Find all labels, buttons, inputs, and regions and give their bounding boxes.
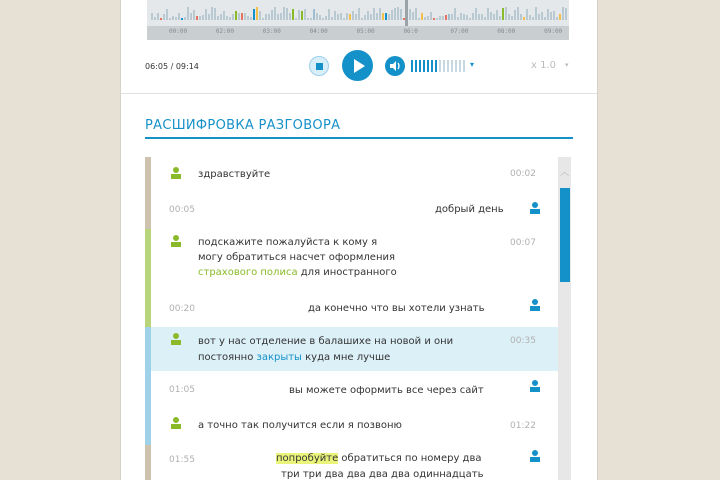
message-time[interactable]: 01:05: [169, 385, 195, 395]
waveform-bar: [187, 7, 189, 20]
waveform-bar: [562, 7, 564, 20]
client-person-icon: [169, 234, 183, 248]
volume-level-bar: [463, 60, 465, 72]
waveform-bar: [364, 15, 366, 20]
waveform-bar: [412, 12, 414, 20]
waveform-bar: [256, 7, 258, 20]
message-text-line-2: три три два два два два одиннадцать: [281, 469, 484, 480]
volume-level-bar: [451, 60, 453, 72]
waveform-bar: [376, 13, 378, 20]
volume-level-bar: [447, 60, 449, 72]
waveform-bar: [481, 14, 483, 20]
timeline-tick: 08:00: [497, 28, 516, 35]
waveform-bar: [388, 14, 390, 20]
message-text: добрый день: [435, 204, 504, 215]
timeline-ruler[interactable]: [147, 26, 569, 40]
timeline-tick: 06:0: [403, 28, 418, 35]
waveform-bar: [157, 13, 159, 20]
message-text-line-1: [276, 451, 481, 466]
volume-button[interactable]: [385, 56, 405, 76]
waveform-bar: [433, 18, 435, 20]
waveform-bar: [163, 14, 165, 20]
transcript-message-operator[interactable]: [145, 197, 568, 229]
transcript-message-client[interactable]: [145, 411, 568, 445]
waveform-bar: [442, 16, 444, 20]
keyword-highlight[interactable]: закрыты: [256, 352, 302, 363]
speaker-stripe: [145, 411, 151, 445]
waveform-bar: [397, 7, 399, 20]
waveform-bar: [232, 14, 234, 20]
waveform-bar: [391, 10, 393, 20]
speaker-stripe: [145, 327, 151, 371]
waveform-bar: [346, 13, 348, 20]
waveform-bar: [208, 14, 210, 20]
waveform-bar: [301, 11, 303, 20]
waveform-bar: [178, 13, 180, 20]
waveform-bar: [508, 14, 510, 20]
waveform-bar: [166, 9, 168, 20]
timeline-tick: 02:00: [215, 28, 234, 35]
volume-level-bar: [439, 60, 441, 72]
client-person-icon: [169, 166, 183, 180]
message-text-fragment: постоянно: [198, 352, 257, 363]
waveform-bar: [331, 17, 333, 20]
operator-person-icon: [528, 449, 542, 463]
transcript-list[interactable]: [145, 157, 568, 480]
waveform-bar: [487, 8, 489, 20]
waveform-bar: [229, 17, 231, 20]
volume-level-bar: [415, 60, 417, 72]
waveform-bar: [223, 11, 225, 20]
player-panel: [120, 0, 598, 480]
waveform-bar: [154, 17, 156, 20]
waveform-bar: [520, 14, 522, 20]
waveform-bar: [466, 15, 468, 20]
waveform-bar: [550, 12, 552, 20]
speaker-stripe: [145, 289, 151, 327]
waveform-bar: [553, 11, 555, 20]
waveform-bar: [340, 13, 342, 20]
message-time[interactable]: 00:05: [169, 205, 195, 215]
waveform-bar: [418, 18, 420, 20]
waveform-bar: [241, 13, 243, 20]
waveform-bar: [226, 16, 228, 20]
volume-level-bar: [443, 60, 445, 72]
waveform-bar: [565, 8, 567, 20]
waveform-bar: [202, 15, 204, 20]
waveform-bar: [268, 14, 270, 20]
waveform-bar: [529, 15, 531, 20]
waveform-bar: [517, 7, 519, 20]
waveform-bar: [394, 8, 396, 20]
waveform-bar: [478, 14, 480, 20]
volume-level-bar: [455, 60, 457, 72]
waveform-bar: [214, 8, 216, 20]
waveform-bar: [355, 14, 357, 20]
waveform-bar: [319, 15, 321, 20]
waveform-bar: [505, 7, 507, 20]
waveform-bar: [220, 14, 222, 20]
transcript-message-client-active[interactable]: [145, 327, 568, 371]
waveform-bar: [523, 17, 525, 20]
waveform-bar: [493, 14, 495, 20]
waveform-bar: [295, 18, 297, 20]
waveform-bar: [175, 17, 177, 20]
waveform-bar: [532, 17, 534, 20]
waveform-bar: [169, 18, 171, 20]
speaker-stripe: [145, 157, 151, 197]
waveform-bar: [430, 12, 432, 20]
message-time[interactable]: 00:20: [169, 304, 195, 314]
waveform-bar: [181, 18, 183, 20]
keyword-highlight[interactable]: попробуйте: [276, 453, 339, 464]
waveform-bar: [379, 8, 381, 20]
message-text: а точно так получится если я позвоню: [198, 420, 402, 431]
waveform-bar: [511, 16, 513, 20]
waveform-bar: [307, 18, 309, 20]
message-time[interactable]: 00:35: [510, 336, 536, 346]
message-text: вы можете оформить все через сайт: [289, 385, 484, 396]
message-text: да конечно что вы хотели узнать: [308, 303, 485, 314]
waveform-bar: [292, 9, 294, 20]
waveform-bar: [526, 9, 528, 20]
volume-level-bar: [419, 60, 421, 72]
waveform-bar: [370, 14, 372, 20]
waveform-bar: [439, 16, 441, 20]
timeline-tick: 09:00: [544, 28, 563, 35]
timeline-tick: 03:00: [262, 28, 281, 35]
transcript-message-operator[interactable]: [145, 371, 568, 411]
transcript-message-operator[interactable]: [145, 445, 568, 480]
waveform-bar: [556, 17, 558, 20]
client-person-icon: [169, 416, 183, 430]
waveform-bar: [328, 9, 330, 20]
waveform-bar: [313, 9, 315, 20]
divider: [121, 93, 597, 94]
message-time[interactable]: 01:55: [169, 455, 195, 465]
waveform-bar: [304, 9, 306, 20]
waveform-bar: [385, 13, 387, 20]
message-text-line-2: [198, 350, 390, 365]
waveform-bar: [250, 17, 252, 20]
waveform-bar: [427, 16, 429, 20]
waveform-bar: [424, 17, 426, 20]
speed-selector[interactable]: x 1.0: [531, 60, 556, 71]
waveform-bar: [343, 18, 345, 20]
timeline-tick: 07:00: [450, 28, 469, 35]
waveform-bar: [469, 18, 471, 20]
waveform-bar: [238, 13, 240, 20]
waveform-bar: [289, 13, 291, 20]
waveform-bar: [205, 9, 207, 20]
waveform-bar: [271, 10, 273, 20]
waveform-bar: [367, 11, 369, 20]
scroll-up-icon[interactable]: ︿: [560, 168, 570, 178]
waveform-bar: [352, 11, 354, 20]
keyword-highlight[interactable]: страхового полиса: [198, 267, 298, 278]
waveform-bar: [280, 13, 282, 20]
message-text-line-1: подскажите пожалуйста к кому я: [198, 237, 378, 248]
timeline-tick: 04:00: [309, 28, 328, 35]
waveform-bar: [421, 13, 423, 20]
operator-person-icon: [528, 201, 542, 215]
waveform-bar: [274, 7, 276, 20]
waveform-bar: [322, 18, 324, 20]
message-text-fragment: для иностранного: [297, 267, 397, 278]
waveform-bar: [373, 8, 375, 20]
timeline-tick: 00:00: [169, 28, 188, 35]
waveform-bar: [172, 16, 174, 20]
volume-slider[interactable]: [411, 60, 469, 72]
waveform-bar: [454, 8, 456, 20]
message-text-fragment: обратиться по номеру два: [338, 453, 482, 464]
waveform-bar: [538, 14, 540, 20]
waveform-bar: [184, 17, 186, 20]
operator-person-icon: [528, 379, 542, 393]
waveform-bar: [541, 12, 543, 20]
waveform-bar: [436, 18, 438, 20]
section-underline: [145, 137, 573, 139]
waveform-bar: [349, 14, 351, 20]
timeline-tick: 05:00: [356, 28, 375, 35]
time-readout: 06:05 / 09:14: [145, 62, 199, 71]
volume-level-bar: [431, 60, 433, 72]
message-text-fragment: куда мне лучше: [301, 352, 391, 363]
waveform-bar: [199, 16, 201, 20]
speaker-stripe: [145, 371, 151, 411]
waveform-bar: [217, 16, 219, 20]
waveform-bar: [445, 15, 447, 20]
waveform-bar: [463, 14, 465, 20]
waveform-bar: [286, 8, 288, 20]
message-text-line-1: вот у нас отделение в балашихе на новой и они: [198, 336, 454, 347]
waveform-bar: [472, 13, 474, 20]
message-time[interactable]: 00:07: [510, 238, 536, 248]
message-text-line-2: могу обратиться насчет оформления: [198, 252, 396, 263]
waveform-bar: [262, 18, 264, 20]
transcript-message-client[interactable]: [145, 229, 568, 289]
waveform-bar: [235, 11, 237, 20]
waveform-bar: [193, 10, 195, 20]
waveform-bar: [325, 16, 327, 20]
transcript-message-operator[interactable]: [145, 289, 568, 327]
waveform-bar: [310, 18, 312, 20]
waveform-bar: [475, 8, 477, 20]
waveform[interactable]: [147, 0, 569, 26]
waveform-bar: [514, 10, 516, 20]
waveform-bar: [415, 8, 417, 20]
waveform-bar: [265, 14, 267, 20]
waveform-bar: [259, 11, 261, 20]
waveform-bar: [337, 14, 339, 20]
waveform-bar: [211, 7, 213, 20]
waveform-bar: [496, 10, 498, 20]
waveform-bar: [277, 14, 279, 20]
waveform-bar: [559, 14, 561, 20]
waveform-bar: [160, 18, 162, 20]
waveform-bar: [361, 18, 363, 20]
waveform-bar: [298, 10, 300, 20]
speaker-stripe: [145, 229, 151, 289]
scrollbar-thumb[interactable]: [560, 188, 570, 282]
stop-button[interactable]: [309, 56, 329, 76]
waveform-bar: [535, 7, 537, 20]
waveform-bar: [358, 8, 360, 20]
waveform-bar: [283, 7, 285, 20]
waveform-bar: [382, 13, 384, 20]
play-button[interactable]: [342, 50, 373, 81]
speaker-stripe: [145, 197, 151, 229]
waveform-bar: [547, 9, 549, 20]
volume-level-bar: [435, 60, 437, 72]
volume-level-bar: [427, 60, 429, 72]
playhead[interactable]: [405, 0, 408, 26]
waveform-bar: [499, 16, 501, 20]
waveform-bar: [484, 17, 486, 20]
waveform-bar: [409, 9, 411, 20]
volume-dropdown-icon[interactable]: ▾: [470, 60, 475, 69]
waveform-bar: [190, 13, 192, 20]
waveform-bar: [334, 11, 336, 20]
waveform-bar: [400, 9, 402, 20]
waveform-bar: [460, 13, 462, 20]
waveform-bar: [544, 17, 546, 20]
volume-level-bar: [459, 60, 461, 72]
operator-person-icon: [528, 298, 542, 312]
message-text: здравствуйте: [198, 169, 271, 180]
volume-level-bar: [411, 60, 413, 72]
message-time[interactable]: 01:22: [510, 421, 536, 431]
volume-level-bar: [423, 60, 425, 72]
waveform-bar: [196, 16, 198, 20]
waveform-bar: [247, 16, 249, 20]
client-person-icon: [169, 332, 183, 346]
waveform-bar: [490, 12, 492, 20]
section-title: РАСШИФРОВКА РАЗГОВОРА: [145, 118, 341, 133]
waveform-bar: [457, 17, 459, 20]
speaker-icon: [385, 56, 405, 76]
message-time[interactable]: 00:02: [510, 169, 536, 179]
waveform-bar: [502, 8, 504, 20]
transcript-message-client[interactable]: [145, 157, 568, 197]
speaker-stripe: [145, 445, 151, 480]
waveform-bar: [244, 13, 246, 20]
waveform-bar: [253, 9, 255, 20]
message-text-line-3: [198, 265, 397, 280]
waveform-bar: [316, 13, 318, 20]
speed-dropdown-icon[interactable]: ▾: [565, 61, 569, 69]
waveform-bar: [448, 14, 450, 20]
waveform-bar: [151, 13, 153, 20]
waveform-bar: [451, 14, 453, 20]
